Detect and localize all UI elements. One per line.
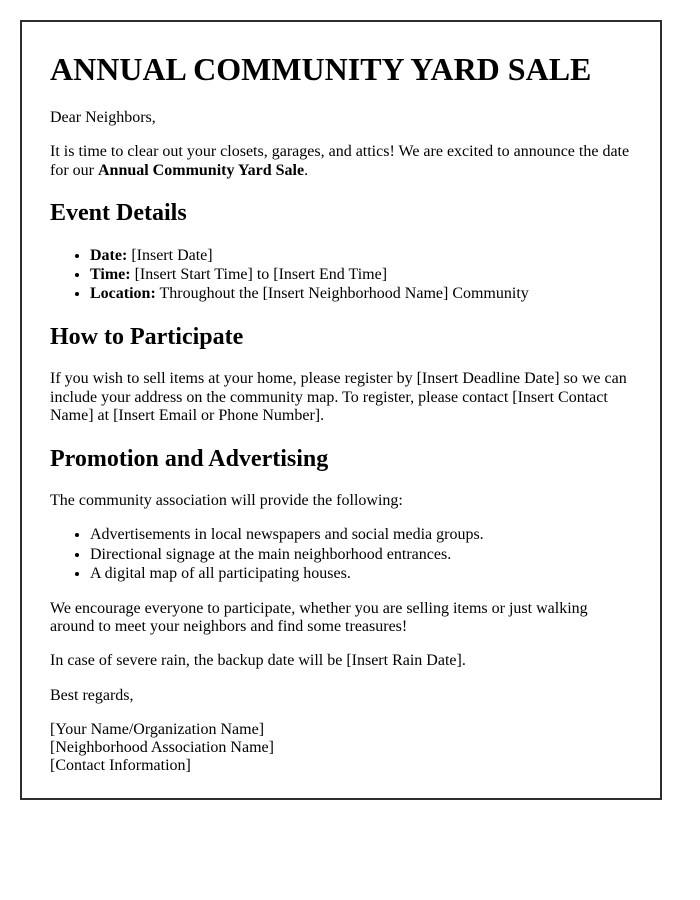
list-item-digital-map: • A digital map of all participating houses.: [90, 565, 636, 583]
list-item-advertisements: • Advertisements in local newspapers and social media groups.: [90, 526, 636, 544]
participate-paragraph: If you wish to sell items at your home, please register by [Insert Deadline Date] so we can include your address on the community map. To register, please contact [Insert Contact Name] at [Insert Email or Phone Number].: [50, 370, 627, 425]
letter-page: [20, 20, 662, 800]
intro-text-after: .: [304, 161, 309, 179]
list-item-date-value: [Insert Date]: [131, 246, 213, 264]
list-item-signage: • Directional signage at the main neighborhood entrances.: [90, 546, 636, 564]
list-item-time-label: Time:: [90, 265, 131, 283]
promotion-lead-paragraph: The community association will provide the following:: [50, 492, 403, 510]
intro-paragraph: [50, 143, 636, 180]
section-heading-promotion: Promotion and Advertising: [50, 445, 329, 472]
section-heading-how-to-participate: How to Participate: [50, 323, 244, 350]
intro-text-before: It is time to clear out your closets, garages, and attics! We are excited to announce the date for our: [50, 143, 630, 179]
list-item-location-value: Throughout the [Insert Neighborhood Name] Community: [159, 285, 529, 303]
signature-line-name: [Your Name/Organization Name]: [50, 721, 265, 739]
list-item-time: [90, 266, 636, 284]
promotion-list: [50, 526, 636, 583]
section-heading-event-details: Event Details: [50, 199, 187, 226]
list-item-location-label: Location:: [90, 285, 156, 303]
list-item-location: [90, 285, 636, 303]
encourage-paragraph: We encourage everyone to participate, whether you are selling items or just walking around to meet your neighbors and find some treasures!: [50, 599, 588, 636]
signature-line-association: [Neighborhood Association Name]: [50, 739, 274, 757]
list-item-date: [90, 247, 636, 265]
salutation: Dear Neighbors,: [50, 108, 156, 126]
list-item-time-value: [Insert Start Time] to [Insert End Time]: [134, 265, 388, 283]
closing: Best regards,: [50, 686, 134, 704]
list-item-date-label: Date:: [90, 246, 128, 264]
page-title: ANNUAL COMMUNITY YARD SALE: [50, 51, 592, 87]
rain-date-paragraph: In case of severe rain, the backup date will be [Insert Rain Date].: [50, 652, 466, 670]
signature-line-contact: [Contact Information]: [50, 757, 191, 775]
event-details-list: [50, 247, 636, 304]
intro-bold-event-name: Annual Community Yard Sale: [97, 161, 305, 179]
